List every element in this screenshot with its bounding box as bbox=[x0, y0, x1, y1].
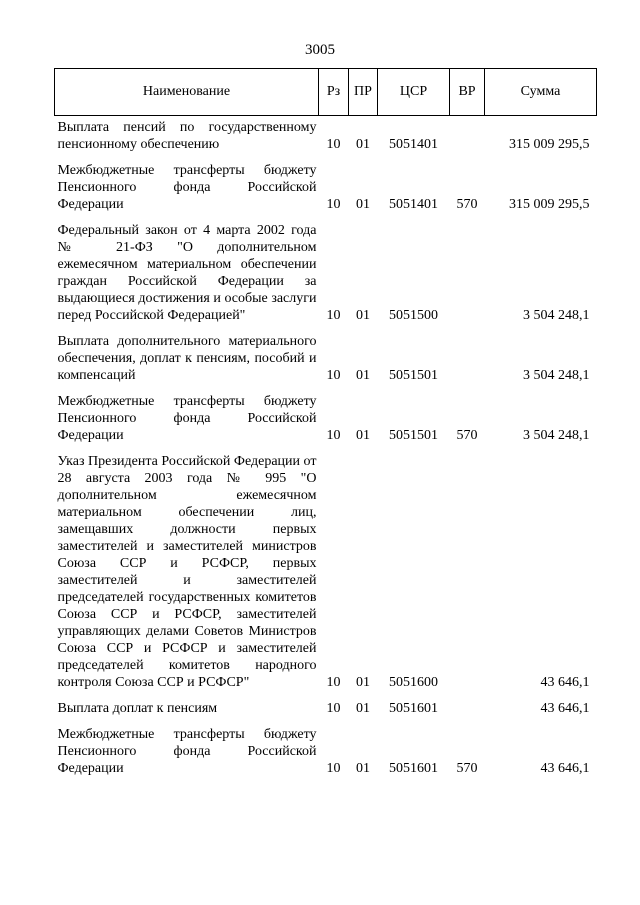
row-name: Указ Президента Российской Федерации от 28 августа 2003 года № 995 "О дополнительном ежемесячном материальном обеспечении лиц, замещавших должности первых заместителей и заместителей министров Союза ССР и РСФСР, первых заместителей и заместителей председателей государственных комитетов Союза ССР и РСФСР, заместителей управляющих делами Советов Министров Союза ССР и РСФСР и заместителей председателей комитетов народного контроля Союза ССР и РСФСР" bbox=[57, 454, 317, 690]
row-vr bbox=[450, 694, 485, 720]
column-header-sum: Сумма bbox=[485, 69, 597, 116]
table-row bbox=[55, 156, 597, 216]
row-vr: 570 bbox=[456, 197, 478, 212]
table-row bbox=[55, 720, 597, 780]
row-rz: 10 bbox=[326, 137, 341, 152]
column-header-pr: ПР bbox=[349, 69, 378, 116]
table-row bbox=[55, 216, 597, 327]
row-rz: 10 bbox=[326, 428, 341, 443]
row-sum: 315 009 295,5 bbox=[509, 137, 590, 152]
row-pr: 01 bbox=[356, 428, 370, 443]
row-csr: 5051600 bbox=[389, 675, 438, 690]
column-header-rz: Рз bbox=[319, 69, 349, 116]
page-number: 3005 bbox=[305, 42, 335, 58]
row-sum: 43 646,1 bbox=[540, 761, 590, 776]
column-header-csr: ЦСР bbox=[378, 69, 450, 116]
row-sum: 43 646,1 bbox=[540, 701, 590, 716]
row-pr: 01 bbox=[356, 701, 370, 716]
row-name: Выплата дополнительного материального обеспечения, доплат к пенсиям, пособий и компенсаций bbox=[57, 334, 317, 383]
row-rz: 10 bbox=[326, 197, 341, 212]
row-pr: 01 bbox=[356, 137, 370, 152]
table-row bbox=[55, 387, 597, 447]
row-sum: 315 009 295,5 bbox=[509, 197, 590, 212]
row-sum: 43 646,1 bbox=[540, 675, 590, 690]
row-rz: 10 bbox=[326, 675, 341, 690]
row-pr: 01 bbox=[356, 368, 370, 383]
table-header-row bbox=[55, 69, 597, 116]
row-csr: 5051501 bbox=[389, 428, 438, 443]
row-csr: 5051501 bbox=[389, 368, 438, 383]
row-sum: 3 504 248,1 bbox=[523, 308, 590, 323]
budget-table bbox=[54, 68, 597, 780]
row-vr bbox=[450, 216, 485, 327]
row-pr: 01 bbox=[356, 308, 370, 323]
row-rz: 10 bbox=[326, 701, 341, 716]
row-rz: 10 bbox=[326, 308, 341, 323]
row-pr: 01 bbox=[356, 197, 370, 212]
row-name: Межбюджетные трансферты бюджету Пенсионного фонда Российской Федерации bbox=[57, 163, 317, 212]
column-header-name: Наименование bbox=[55, 69, 319, 116]
row-csr: 5051601 bbox=[389, 761, 438, 776]
row-vr bbox=[450, 116, 485, 157]
column-header-vr: ВР bbox=[450, 69, 485, 116]
row-name: Выплата доплат к пенсиям bbox=[57, 701, 218, 716]
row-csr: 5051500 bbox=[389, 308, 438, 323]
table-row bbox=[55, 694, 597, 720]
row-pr: 01 bbox=[356, 675, 370, 690]
row-rz: 10 bbox=[326, 761, 341, 776]
table-row bbox=[55, 327, 597, 387]
row-name: Межбюджетные трансферты бюджету Пенсионного фонда Российской Федерации bbox=[57, 727, 317, 776]
row-csr: 5051401 bbox=[389, 137, 438, 152]
row-vr: 570 bbox=[456, 428, 478, 443]
table-row bbox=[55, 116, 597, 157]
row-name: Выплата пенсий по государственному пенсионному обеспечению bbox=[57, 120, 317, 152]
row-sum: 3 504 248,1 bbox=[523, 368, 590, 383]
row-vr: 570 bbox=[456, 761, 478, 776]
row-vr bbox=[450, 327, 485, 387]
row-name: Федеральный закон от 4 марта 2002 года № 21-ФЗ "О дополнительном ежемесячном материальном обеспечении граждан Российской Федерации за выдающиеся достижения и особые заслуги перед Российской Федерацией" bbox=[57, 223, 317, 323]
row-sum: 3 504 248,1 bbox=[523, 428, 590, 443]
row-csr: 5051401 bbox=[389, 197, 438, 212]
table-row bbox=[55, 447, 597, 694]
row-pr: 01 bbox=[356, 761, 370, 776]
row-vr bbox=[450, 447, 485, 694]
row-rz: 10 bbox=[326, 368, 341, 383]
row-name: Межбюджетные трансферты бюджету Пенсионного фонда Российской Федерации bbox=[57, 394, 317, 443]
row-csr: 5051601 bbox=[389, 701, 438, 716]
